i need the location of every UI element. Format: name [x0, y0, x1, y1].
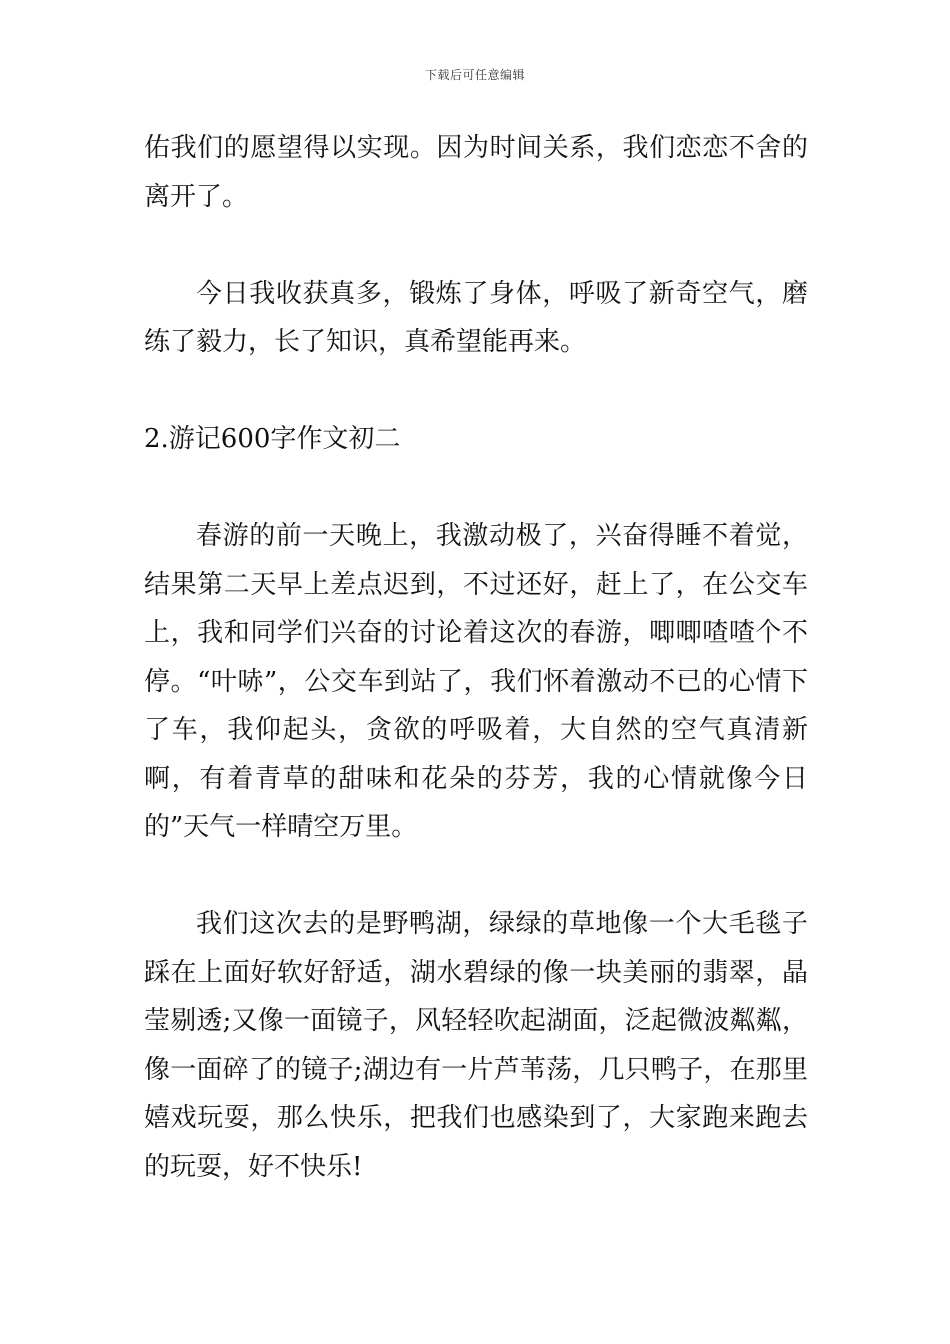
- paragraph-gap: [144, 464, 808, 513]
- paragraph-gap: [144, 221, 808, 270]
- paragraph-gap: [144, 852, 808, 901]
- paragraph-spring-trip: 春游的前一天晚上，我激动极了，兴奋得睡不着觉，结果第二天早上差点迟到，不过还好，赶上了，在公交车上，我和同学们兴奋的讨论着这次的春游，唧唧喳喳个不停。“叶哧”，公交车到站了，我们怀着激动不已的心情下了车，我仰起头，贪欲的呼吸着，大自然的空气真清新啊，有着青草的甜味和花朵的芬芳，我的心情就像今日的”天气一样晴空万里。: [144, 521, 808, 842]
- paragraph-continuation: 佑我们的愿望得以实现。因为时间关系，我们恋恋不舍的离开了。: [144, 133, 808, 212]
- paragraph-gap: [144, 367, 808, 416]
- section-heading: 2.游记600字作文初二: [144, 424, 401, 454]
- paragraph-wild-duck-lake: 我们这次去的是野鸭湖，绿绿的草地像一个大毛毯子踩在上面好软好舒适，湖水碧绿的像一块美丽的翡翠，晶莹剔透;又像一面镜子，风轻轻吹起湖面，泛起微波粼粼，像一面碎了的镜子;湖边有一片芦苇荡，几只鸭子，在那里嬉戏玩耍，那么快乐，把我们也感染到了，大家跑来跑去的玩耍，好不快乐!: [144, 909, 808, 1182]
- document-body: [144, 124, 808, 1191]
- paragraph-harvest: 今日我收获真多，锻炼了身体，呼吸了新奇空气，磨练了毅力，长了知识，真希望能再来。: [144, 278, 808, 357]
- header-note: 下载后可任意编辑: [424, 68, 525, 82]
